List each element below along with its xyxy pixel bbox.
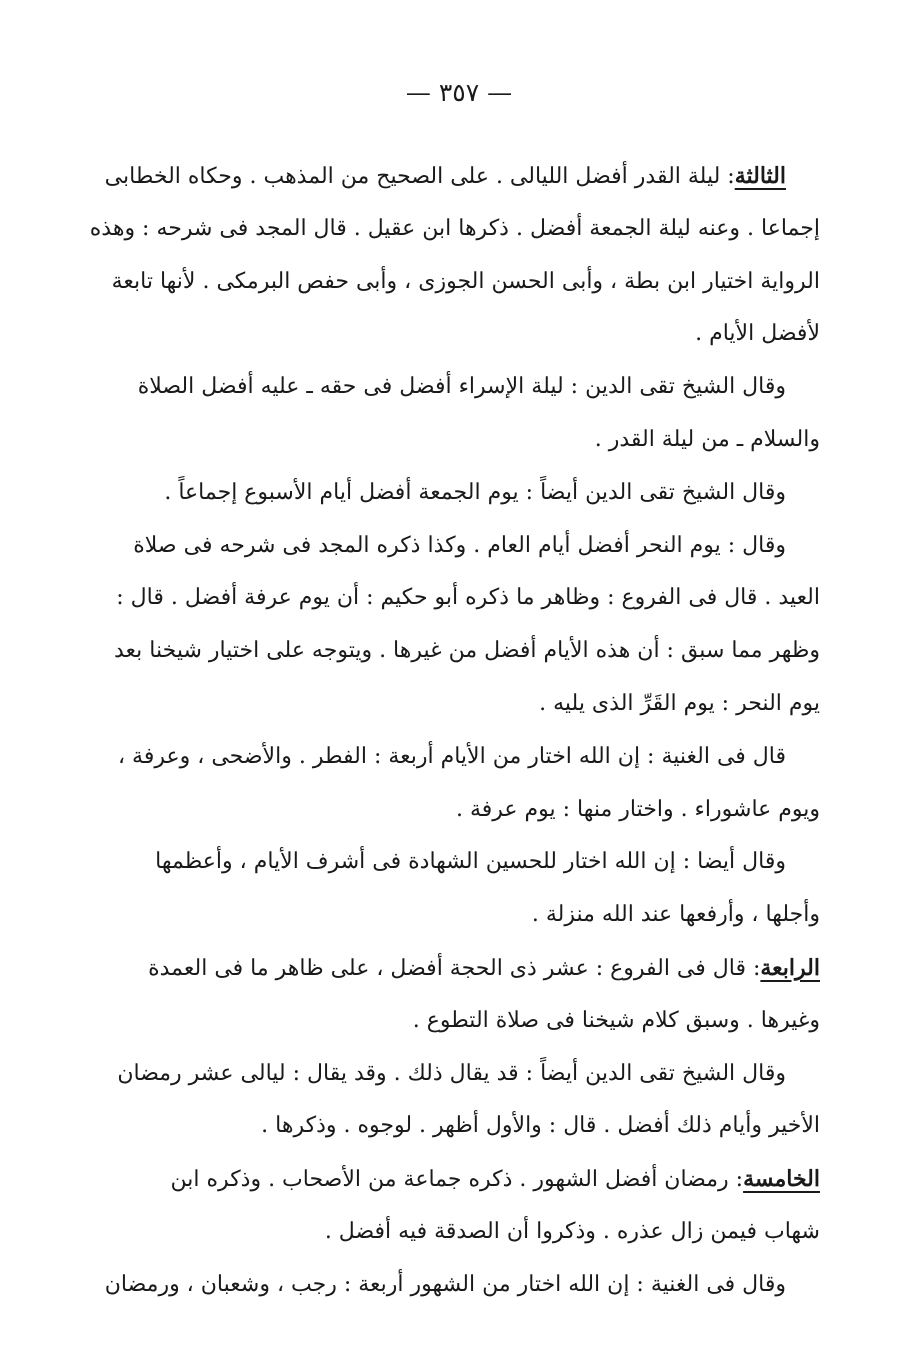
text-line: وغيرها . وسبق كلام شيخنا فى صلاة التطوع . [412,1007,820,1033]
text-line: شهاب فيمن زال عذره . وذكروا أن الصدقة فيه أفضل . [324,1218,820,1244]
text-line: ويوم عاشوراء . واختار منها : يوم عرفة . [455,796,820,822]
text-line: وأجلها ، وأرفعها عند الله منزلة . [531,902,820,928]
text-line: وقال أيضا : إن الله اختار للحسين الشهادة فى أشرف الأيام ، وأعظمها [155,849,786,875]
paragraph-third [89,150,820,361]
text-line: وقال الشيخ تقى الدين : ليلة الإسراء أفضل فى حقه ـ عليه أفضل الصلاة [137,374,786,400]
section-heading-fifth: الخامسة [743,1166,820,1193]
paragraph [137,361,820,467]
section-heading-fourth: الرابعة [760,954,820,981]
text-line: وقال الشيخ تقى الدين أيضاً : يوم الجمعة أفضل أيام الأسبوع إجماعاً . [164,479,786,505]
text-body [89,150,820,1312]
paragraph [104,1259,820,1312]
text-line: وظهر مما سبق : أن هذه الأيام أفضل من غيرها . ويتوجه على اختيار شيخنا بعد [114,638,820,664]
text-line: الرواية اختيار ابن بطة ، وأبى الحسن الجوزى ، وأبى حفص البرمكى . لأنها تابعة [111,268,820,294]
paragraph-fifth [170,1153,820,1259]
text-line [170,1153,820,1206]
section-heading-third: الثالثة [734,163,786,189]
text-line: وقال الشيخ تقى الدين أيضاً : قد يقال ذلك . وقد يقال : ليالى عشر رمضان [117,1060,786,1086]
text-line: العيد . قال فى الفروع : وظاهر ما ذكره أبو حكيم : أن يوم عرفة أفضل . قال : [116,585,820,611]
text-line: وقال فى الغنية : إن الله اختار من الشهور أربعة : رجب ، وشعبان ، ورمضان [104,1271,786,1297]
text-line [104,150,820,203]
text-line: لأفضل الأيام . [695,321,820,347]
text-line: وقال : يوم النحر أفضل أيام العام . وكذا ذكره المجد فى شرحه فى صلاة [133,532,786,558]
line-text: : رمضان أفضل الشهور . ذكره جماعة من الأصحاب . وذكره ابن [170,1167,744,1193]
paragraph-fourth [148,942,820,1048]
text-line: إجماعا . وعنه ليلة الجمعة أفضل . ذكرها ابن عقيل . قال المجد فى شرحه : وهذه [89,215,820,241]
page-number: — ٣٥٧ — [405,78,513,107]
paragraph [117,731,820,837]
text-line: يوم النحر : يوم القَرِّ الذى يليه . [539,690,820,716]
paragraph [117,1048,820,1154]
paragraph [164,467,820,520]
paragraph [155,836,820,942]
text-line: والسلام ـ من ليلة القدر . [594,426,820,452]
text-line: قال فى الغنية : إن الله اختار من الأيام أربعة : الفطر . والأضحى ، وعرفة ، [117,743,786,769]
line-text: : ليلة القدر أفضل الليالى . على الصحيح من المذهب . وحكاه الخطابى [104,164,735,189]
text-line: الأخير وأيام ذلك أفضل . قال : والأول أظهر . لوجوه . وذكرها . [261,1113,820,1139]
line-text: : قال فى الفروع : عشر ذى الحجة أفضل ، على ظاهر ما فى العمدة [148,955,761,981]
text-line [148,942,820,995]
paragraph [114,520,820,731]
